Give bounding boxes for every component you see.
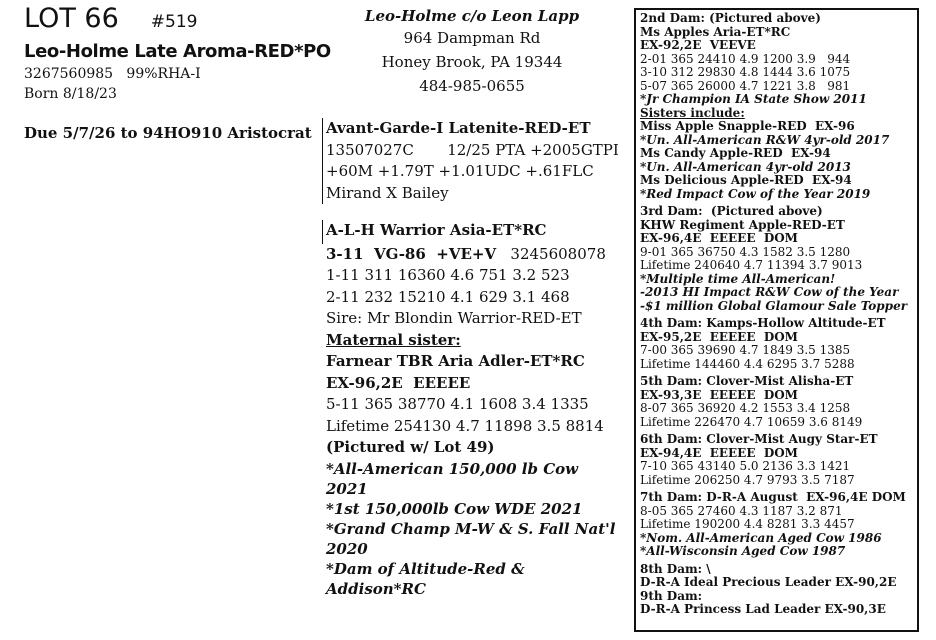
sire-line-2: +60M +1.79T +1.01UDC +.61FLC — [326, 162, 594, 180]
third-dam-record-2: Lifetime 240640 4.7 11394 3.7 9013 — [640, 258, 863, 272]
second-dam-note-1: *Jr Champion IA State Show 2011 — [640, 92, 867, 106]
dam-record-2: 2-11 232 15210 4.1 629 3.1 468 — [326, 287, 570, 306]
registration-line: 3267560985 99%RHA-I — [24, 66, 201, 82]
seventh-dam-record-2: Lifetime 190200 4.4 8281 3.3 4457 — [640, 517, 855, 531]
sister-1-name: Miss Apple Snapple-RED EX-96 — [640, 119, 855, 133]
eighth-dam-title: 8th Dam: \ — [640, 561, 711, 576]
second-dam-record-2: 3-10 312 29830 4.8 1444 3.6 1075 — [640, 65, 851, 79]
dam-record-1: 1-11 311 16360 4.6 751 3.2 523 — [326, 266, 570, 284]
sister-2-name: Ms Candy Apple-RED EX-94 — [640, 146, 831, 160]
animal-name: Leo-Holme Late Aroma-RED*PO — [24, 41, 331, 62]
second-dam-classification: EX-92,2E VEEVE — [640, 38, 756, 52]
fifth-dam-title: 5th Dam: Clover-Mist Alisha-ET — [640, 374, 854, 388]
dam-name-row — [322, 220, 624, 244]
lot-header — [24, 3, 331, 143]
maternal-sister-record-2: Lifetime 254130 4.7 11898 3.5 8814 — [326, 416, 604, 435]
ninth-dam-title: 9th Dam: — [640, 588, 703, 603]
fifth-dam-record-1: 8-07 365 36920 4.2 1553 3.4 1258 — [640, 401, 851, 415]
catalog-number: #519 — [150, 12, 198, 32]
sire-line-3: Mirand X Bailey — [326, 183, 449, 202]
fifth-dam-record-2: Lifetime 226470 4.7 10659 3.6 8149 — [640, 414, 863, 429]
sister-3-name: Ms Delicious Apple-RED EX-94 — [640, 173, 852, 187]
second-dam-name: Ms Apples Aria-ET*RC — [640, 24, 791, 39]
sixth-dam-title: 6th Dam: Clover-Mist Augy Star-ET — [640, 432, 878, 446]
maternal-sister-classification: EX-96,2E EEEEE — [326, 373, 471, 392]
eighth-ninth-dam-section — [640, 563, 917, 617]
sixth-dam-classification: EX-94,4E EEEEE DOM — [640, 445, 798, 460]
second-dam-record-1: 2-01 365 24410 4.9 1200 3.9 944 — [640, 51, 851, 66]
sister-3-note: *Red Impact Cow of the Year 2019 — [640, 186, 871, 201]
sixth-dam-section — [640, 433, 917, 487]
fourth-dam-classification: EX-95,2E EEEEE DOM — [640, 329, 798, 344]
maternal-sister-pictured: (Pictured w/ Lot 49) — [326, 438, 495, 456]
third-dam-record-1: 9-01 365 36750 4.3 1582 3.5 1280 — [640, 244, 851, 259]
third-dam-classification: EX-96,4E EEEEE DOM — [640, 231, 798, 245]
third-dam-note-2: -2013 HI Impact R&W Cow of the Year — [640, 285, 899, 299]
third-dam-title: 3rd Dam: (Pictured above) — [640, 204, 823, 218]
third-dam-note-3: -$1 million Global Glamour Sale Topper — [640, 298, 908, 313]
sire-name: Avant-Garde-I Latenite-RED-ET — [326, 119, 591, 137]
lot-title: LOT 66 — [24, 3, 119, 34]
birth-date: Born 8/18/23 — [24, 86, 117, 102]
maternal-sister-note-4: *Dam of Altitude-Red & Addison*RC — [326, 559, 525, 598]
fifth-dam-section — [640, 375, 917, 429]
consignor-name: Leo-Holme c/o Leon Lapp — [364, 7, 580, 25]
maternal-sister-record-1: 5-11 365 38770 4.1 1608 3.4 1335 — [326, 395, 589, 413]
sixth-dam-record-1: 7-10 365 43140 5.0 2136 3.3 1421 — [640, 459, 851, 473]
fourth-dam-record-2: Lifetime 144460 4.4 6295 3.7 5288 — [640, 356, 855, 371]
dam-classification: 3-11 VG-86 +VE+V — [326, 244, 497, 263]
third-dam-note-1: *Multiple time All-American! — [640, 271, 836, 286]
maternal-sister-name: Farnear TBR Aria Adler-ET*RC — [326, 352, 585, 370]
sixth-dam-record-2: Lifetime 206250 4.7 9793 3.5 7187 — [640, 472, 855, 487]
dam-block — [326, 220, 624, 599]
sister-1-note: *Un. All-American R&W 4yr-old 2017 — [640, 132, 890, 147]
dam-classification-row — [326, 244, 624, 266]
maternal-sister-heading: Maternal sister: — [326, 330, 461, 349]
second-dam-record-3: 5-07 365 26000 4.7 1221 3.8 981 — [640, 78, 851, 93]
sire-block — [322, 118, 624, 204]
ninth-dam-name: D-R-A Princess Lad Leader EX-90,3E — [640, 602, 886, 616]
consignor-address-1: 964 Dampman Rd — [403, 29, 541, 47]
consignor-block — [356, 6, 588, 98]
seventh-dam-note-1: *Nom. All-American Aged Cow 1986 — [640, 530, 882, 545]
dam-registration: 3245608078 — [510, 244, 606, 263]
seventh-dam-note-2: *All-Wisconsin Aged Cow 1987 — [640, 544, 846, 558]
fourth-dam-title: 4th Dam: Kamps-Hollow Altitude-ET — [640, 316, 886, 330]
lot-title-row — [24, 4, 324, 34]
seventh-dam-section — [640, 491, 917, 559]
maternal-sister-note-2: *1st 150,000lb Cow WDE 2021 — [326, 499, 583, 518]
seventh-dam-record-1: 8-05 365 27460 4.3 1187 3.2 871 — [640, 503, 843, 518]
third-dam-section — [640, 205, 917, 313]
second-dam-section — [640, 12, 917, 201]
due-date: Due 5/7/26 to 94HO910 Aristocrat — [24, 124, 312, 142]
fifth-dam-classification: EX-93,3E EEEEE DOM — [640, 387, 798, 402]
maternal-sister-note-1: *All-American 150,000 lb Cow 2021 — [326, 459, 579, 498]
third-dam-name: KHW Regiment Apple-RED-ET — [640, 217, 845, 232]
pedigree-center — [326, 118, 624, 599]
eighth-dam-name: D-R-A Ideal Precious Leader EX-90,2E — [640, 575, 897, 589]
maternal-sister-note-3: *Grand Champ M-W & S. Fall Nat'l 2020 — [326, 519, 616, 558]
dam-sire: Sire: Mr Blondin Warrior-RED-ET — [326, 309, 582, 327]
sire-line-1: 13507027C 12/25 PTA +2005GTPI — [326, 140, 619, 159]
consignor-phone: 484-985-0655 — [419, 77, 525, 95]
fourth-dam-record-1: 7-00 365 39690 4.7 1849 3.5 1385 — [640, 343, 851, 357]
sister-2-note: *Un. All-American 4yr-old 2013 — [640, 159, 851, 174]
second-dam-title: 2nd Dam: (Pictured above) — [640, 11, 821, 25]
dam-name: A-L-H Warrior Asia-ET*RC — [326, 221, 547, 239]
seventh-dam-title: 7th Dam: D-R-A August EX-96,4E DOM — [640, 490, 906, 504]
sisters-heading: Sisters include: — [640, 105, 745, 120]
extended-pedigree-box — [634, 8, 919, 632]
consignor-address-2: Honey Brook, PA 19344 — [381, 53, 563, 71]
fourth-dam-section — [640, 317, 917, 371]
